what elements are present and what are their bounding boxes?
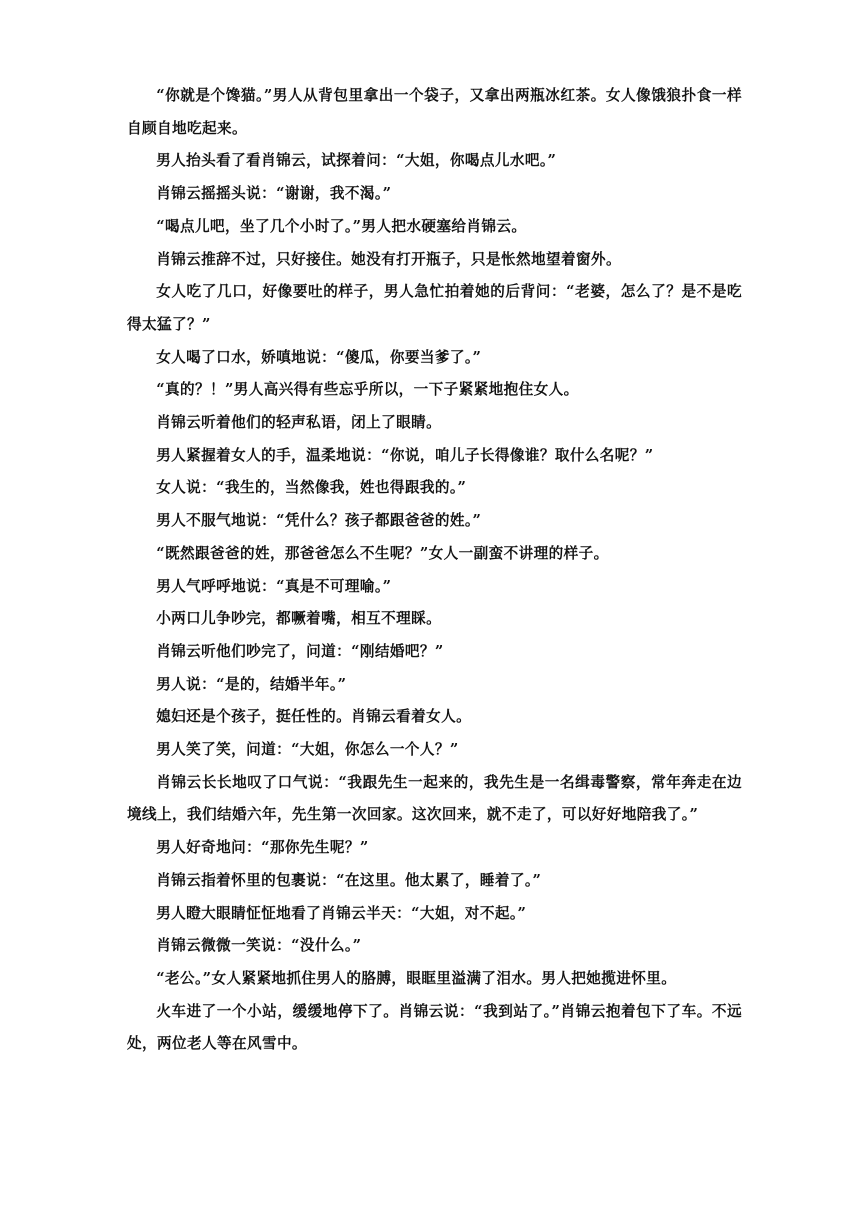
paragraph: 女人喝了口水，娇嗔地说：“傻瓜，你要当爹了。” xyxy=(156,348,482,366)
paragraph: 男人瞪大眼睛怔怔地看了肖锦云半天：“大姐，对不起。” xyxy=(156,904,527,922)
paragraph: 肖锦云推辞不过，只好接住。她没有打开瓶子，只是怅然地望着窗外。 xyxy=(156,250,621,268)
paragraph: “既然跟爸爸的姓，那爸爸怎么不生呢？”女人一副蛮不讲理的样子。 xyxy=(156,544,609,562)
paragraph: 肖锦云听他们吵完了，问道：“刚结婚吧？” xyxy=(156,642,444,660)
paragraph: 男人紧握着女人的手，温柔地说：“你说，咱儿子长得像谁？取什么名呢？” xyxy=(156,446,654,464)
paragraph: 男人说：“是的，结婚半年。” xyxy=(156,675,347,693)
paragraph: 肖锦云长长地叹了口气说：“我跟先生一起来的，我先生是一名缉毒警察，常年奔走在边境线上，我们结婚六年，先生第一次回家。这次回来，就不走了，可以好好地陪我了。” xyxy=(127,773,742,824)
paragraph: 女人说：“我生的，当然像我，姓也得跟我的。” xyxy=(156,479,467,497)
story-text xyxy=(127,80,742,1061)
paragraph: 男人抬头看了看肖锦云，试探着问：“大姐，你喝点儿水吧。” xyxy=(156,152,557,170)
paragraph: “真的？！”男人高兴得有些忘乎所以，一下子紧紧地抱住女人。 xyxy=(156,381,579,399)
paragraph: “老公。”女人紧紧地抓住男人的胳膊，眼眶里溢满了泪水。男人把她揽进怀里。 xyxy=(156,969,677,987)
paragraph: 女人吃了几口，好像要吐的样子，男人急忙拍着她的后背问：“老婆，怎么了？是不是吃得太猛了？” xyxy=(127,283,742,333)
paragraph: 肖锦云听着他们的轻声私语，闭上了眼睛。 xyxy=(156,414,442,432)
paragraph: 男人不服气地说：“凭什么？孩子都跟爸爸的姓。” xyxy=(156,512,482,530)
paragraph: 肖锦云摇摇头说：“谢谢，我不渴。” xyxy=(156,185,392,203)
paragraph: 肖锦云微微一笑说：“没什么。” xyxy=(156,937,362,955)
paragraph: 火车进了一个小站，缓缓地停下了。肖锦云说：“我到站了。”肖锦云抱着包下了车。不远处，两位老人等在风雪中。 xyxy=(127,1002,742,1053)
paragraph: 男人笑了笑，问道：“大姐，你怎么一个人？” xyxy=(156,741,459,759)
paragraph: “喝点儿吧，坐了几个小时了。”男人把水硬塞给肖锦云。 xyxy=(156,217,527,235)
paragraph: 媳妇还是个孩子，挺任性的。肖锦云看着女人。 xyxy=(156,708,472,726)
paragraph: 小两口儿争吵完，都噘着嘴，相互不理睬。 xyxy=(156,610,442,628)
paragraph: 男人气呼呼地说：“真是不可理喻。” xyxy=(156,577,392,595)
paragraph: 肖锦云指着怀里的包裹说：“在这里。他太累了，睡着了。” xyxy=(156,871,542,889)
paragraph: 男人好奇地问：“那你先生呢？” xyxy=(156,839,369,857)
paragraph: “你就是个馋猫。”男人从背包里拿出一个袋子，又拿出两瓶冰红茶。女人像饿狼扑食一样自顾自地吃起来。 xyxy=(127,87,742,137)
